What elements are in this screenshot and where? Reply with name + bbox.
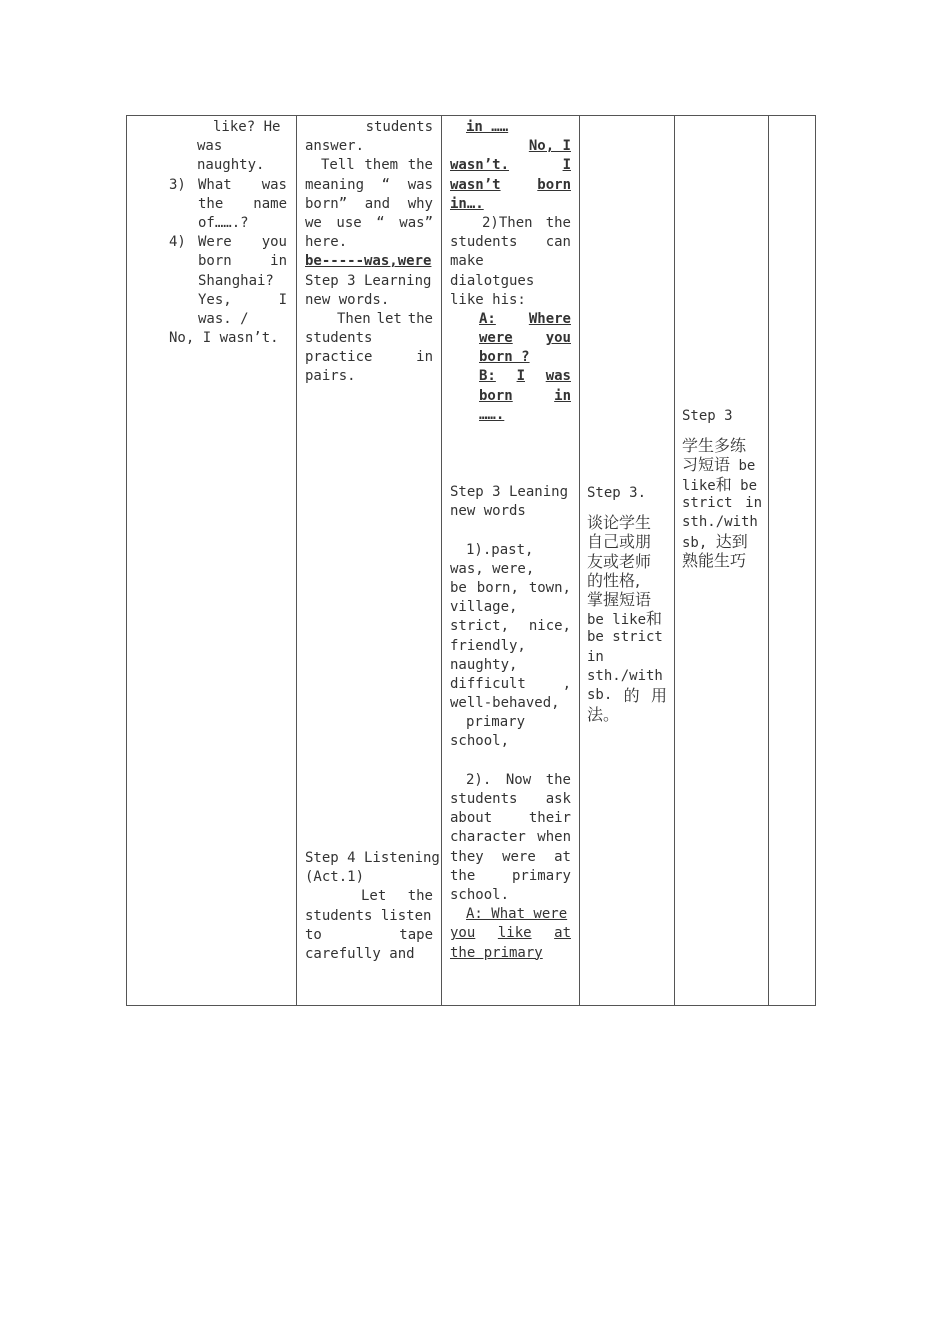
step-heading: Step 4 Listening	[305, 850, 440, 866]
purpose-text: 学生多练	[682, 436, 747, 456]
student-activity-cell	[450, 118, 571, 425]
dialog-text: wasn’t born	[450, 176, 571, 193]
question-text: born in	[198, 253, 287, 270]
activity-text: students can	[450, 234, 571, 251]
purpose-text: 的性格,	[587, 570, 641, 590]
list-number: 4)	[169, 234, 186, 251]
vocab-text: friendly,	[450, 637, 526, 654]
step3-words-block	[450, 483, 571, 963]
activity-text: the primary	[450, 867, 571, 884]
purpose-cell	[587, 484, 667, 724]
question-text: Were you	[198, 234, 287, 251]
vocab-text: 1).past,	[466, 541, 534, 558]
purpose-text: be	[738, 458, 756, 475]
activity-text: students ask	[450, 791, 571, 807]
question-text: naughty.	[197, 157, 265, 174]
purpose-text: like	[682, 477, 716, 494]
purpose-text: 熟能生巧	[682, 551, 747, 571]
dialog-text: you like at	[450, 925, 571, 942]
activity-text: about their	[450, 810, 571, 827]
vocab-text: village,	[450, 599, 518, 616]
purpose-text: 和	[646, 609, 663, 629]
purpose-text: sb,	[682, 535, 708, 552]
step-heading: Step 3	[682, 408, 733, 424]
dialog-text: the primary	[450, 944, 543, 961]
purpose-text: 达到	[715, 532, 748, 552]
purpose-text: 谈论学生	[587, 513, 652, 533]
vocab-text: well-behaved,	[450, 695, 560, 712]
activity-text: pairs.	[305, 368, 356, 385]
question-text: Yes, I	[198, 291, 287, 308]
question-text: No, I wasn’t.	[169, 330, 279, 347]
activity-text: students	[365, 119, 433, 135]
dialog-text: No, I	[528, 138, 571, 155]
activity-text: carefully and	[305, 945, 415, 962]
list-number: 3)	[169, 176, 186, 193]
purpose-text: be	[740, 477, 758, 494]
column-divider	[441, 116, 442, 1005]
purpose-text: be strict	[587, 629, 663, 646]
dialog-text: …….	[479, 406, 505, 423]
dialog-text: born ?	[479, 349, 530, 366]
activity-text: new words	[450, 503, 526, 520]
question-text: the name	[198, 195, 287, 212]
column-divider	[579, 116, 580, 1005]
activity-text: meaning “ was	[305, 176, 433, 193]
dialog-text: in….	[450, 195, 484, 212]
vocab-text: school,	[450, 733, 510, 750]
activity-text: we use “ was”	[305, 214, 433, 231]
teacher-activity-cell	[305, 118, 433, 387]
activity-text: practice in	[305, 349, 433, 366]
step-heading: Step 3.	[587, 485, 647, 501]
purpose-text: 和	[715, 474, 732, 494]
activity-text: students listen	[305, 907, 432, 924]
vocab-text: strict, nice,	[450, 618, 571, 635]
vocab-text: was, were,	[450, 560, 535, 577]
purpose-text: strict in	[682, 494, 762, 511]
purpose-text: be like	[587, 612, 647, 629]
activity-text: answer.	[305, 138, 365, 155]
question-text: What was	[198, 176, 287, 193]
activity-text: like his:	[450, 291, 526, 308]
activity-text: new words.	[305, 291, 390, 308]
activity-text: school.	[450, 886, 510, 903]
dialog-text: born in	[479, 387, 571, 404]
dialog-text: B: I was	[479, 368, 571, 385]
questions-cell	[169, 118, 289, 176]
practice-cell	[682, 407, 762, 571]
purpose-text: 习短语	[682, 455, 731, 475]
vocab-text: be born, town,	[450, 579, 571, 596]
dialog-text: were you	[479, 330, 571, 347]
activity-text: to tape	[305, 926, 433, 943]
step-heading: Step 3 Leaning	[450, 484, 569, 500]
question-text: Shanghai?	[198, 272, 274, 289]
purpose-text: 法。	[587, 705, 620, 725]
purpose-text: in	[587, 648, 604, 665]
vocab-text: naughty,	[450, 656, 518, 673]
purpose-text: 掌握短语	[587, 589, 652, 609]
activity-text: Tell them the	[321, 157, 433, 174]
dialog-text: A: What were	[466, 906, 568, 923]
purpose-text: sth./with	[682, 513, 758, 530]
vocab-text: primary	[466, 714, 526, 731]
activity-text: (Act.1)	[305, 869, 365, 886]
activity-text: 2)Then the	[482, 214, 571, 231]
column-divider	[768, 116, 769, 1005]
purpose-text: sth./with	[587, 667, 663, 684]
activity-text: 2). Now the	[466, 771, 571, 788]
activity-text: born” and why	[305, 195, 433, 212]
purpose-text: 友或老师	[587, 551, 652, 571]
vocab-text: difficult ,	[450, 675, 571, 692]
step4-block	[305, 849, 440, 964]
question-text: like? He	[213, 119, 281, 135]
dialog-text: in ……	[466, 119, 509, 135]
activity-text: Let the	[361, 888, 433, 905]
question-text: was	[197, 138, 223, 155]
column-divider	[296, 116, 297, 1005]
dialog-text: A: Where	[479, 310, 571, 327]
activity-text: character when	[450, 829, 571, 846]
purpose-text: sb. 的 用	[587, 685, 667, 705]
activity-text: they were at	[450, 848, 571, 865]
grammar-note: be-----was,were	[305, 253, 432, 270]
lesson-plan-table	[126, 115, 816, 1006]
activity-text: Then let the	[337, 310, 433, 327]
dialog-text: wasn’t. I	[450, 157, 571, 174]
question-text: of…….?	[198, 214, 249, 231]
activity-text: students	[305, 330, 373, 347]
question-text: was. /	[198, 310, 249, 327]
column-divider	[674, 116, 675, 1005]
step-heading: Step 3 Learning	[305, 272, 432, 289]
activity-text: here.	[305, 234, 348, 251]
activity-text: dialotgues	[450, 272, 535, 289]
activity-text: make	[450, 253, 484, 270]
purpose-text: 自己或朋	[587, 532, 652, 552]
